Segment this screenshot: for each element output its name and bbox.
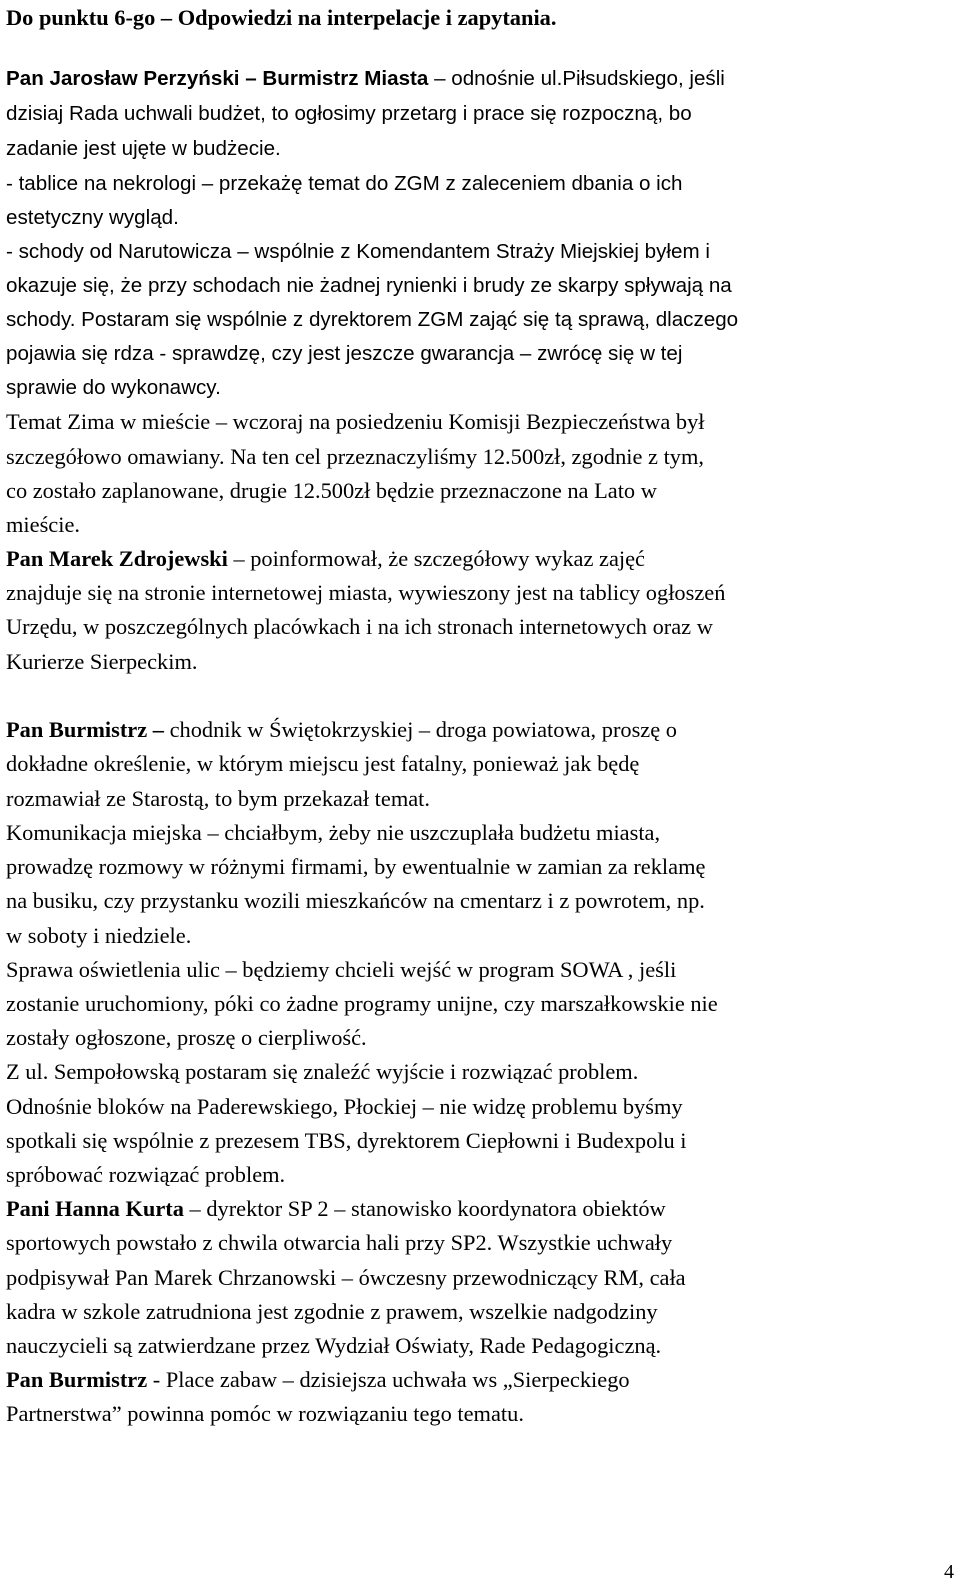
- paragraph-line: schody. Postaram się wspólnie z dyrektorem ZGM zająć się tą sprawą, dlaczego: [6, 308, 739, 331]
- paragraph-line: nauczycieli są zatwierdzane przez Wydział Oświaty, Rade Pedagogiczną.: [6, 1333, 662, 1358]
- paragraph-line: co zostało zaplanowane, drugie 12.500zł będzie przeznaczone na Lato w: [6, 478, 657, 503]
- paragraph-line: sportowych powstało z chwila otwarcia hali przy SP2. Wszystkie uchwały: [6, 1230, 673, 1255]
- paragraph-line: dzisiaj Rada uchwali budżet, to ogłosimy przetarg i prace się rozpoczną, bo: [6, 102, 692, 125]
- paragraph-line: Temat Zima w mieście – wczoraj na posiedzeniu Komisji Bezpieczeństwa był: [6, 409, 705, 434]
- paragraph-line: rozmawiał ze Starostą, to bym przekazał temat.: [6, 786, 431, 811]
- paragraph-line: w soboty i niedziele.: [6, 923, 192, 948]
- paragraph-line: spróbować rozwiązać problem.: [6, 1162, 286, 1187]
- paragraph-line: Pan Jarosław Perzyński – Burmistrz Miasta – odnośnie ul.Piłsudskiego, jeśli: [6, 67, 725, 90]
- speaker-name: Pan Burmistrz: [6, 1367, 148, 1392]
- paragraph-line: Odnośnie bloków na Paderewskiego, Płockiej – nie widzę problemu byśmy: [6, 1094, 683, 1119]
- paragraph-line: sprawie do wykonawcy.: [6, 376, 221, 399]
- paragraph-line: Pan Burmistrz – chodnik w Świętokrzyskiej – droga powiatowa, proszę o: [6, 717, 677, 742]
- speaker-name: Pani Hanna Kurta: [6, 1196, 184, 1221]
- paragraph-line: prowadzę rozmowy w różnymi firmami, by ewentualnie w zamian za reklamę: [6, 854, 706, 879]
- paragraph-line: Pani Hanna Kurta – dyrektor SP 2 – stanowisko koordynatora obiektów: [6, 1196, 666, 1221]
- paragraph-line: znajduje się na stronie internetowej miasta, wywieszony jest na tablicy ogłoszeń: [6, 580, 726, 605]
- section-heading: Do punktu 6-go – Odpowiedzi na interpelacje i zapytania.: [6, 5, 557, 30]
- paragraph-line: - tablice na nekrologi – przekażę temat do ZGM z zaleceniem dbania o ich: [6, 172, 683, 195]
- paragraph-line: zostanie uruchomiony, póki co żadne programy unijne, czy marszałkowskie nie: [6, 991, 718, 1016]
- paragraph-line: podpisywał Pan Marek Chrzanowski – ówczesny przewodniczący RM, cała: [6, 1265, 686, 1290]
- paragraph-line: mieście.: [6, 512, 80, 537]
- paragraph-line: - schody od Narutowicza – wspólnie z Komendantem Straży Miejskiej byłem i: [6, 240, 710, 263]
- speaker-name: Pan Marek Zdrojewski: [6, 546, 228, 571]
- paragraph-line: Komunikacja miejska – chciałbym, żeby nie uszczuplała budżetu miasta,: [6, 820, 661, 845]
- paragraph-line: na busiku, czy przystanku wozili mieszkańców na cmentarz i z powrotem, np.: [6, 888, 705, 913]
- paragraph-line: okazuje się, że przy schodach nie żadnej rynienki i brudy ze skarpy spływają na: [6, 274, 732, 297]
- paragraph-line: estetyczny wygląd.: [6, 206, 179, 229]
- page-number: 4: [944, 1561, 954, 1583]
- paragraph-line: Urzędu, w poszczególnych placówkach i na ich stronach internetowych oraz w: [6, 614, 713, 639]
- paragraph-line: Pan Burmistrz - Place zabaw – dzisiejsza uchwała ws „Sierpeckiego: [6, 1367, 630, 1392]
- paragraph-line: zadanie jest ujęte w budżecie.: [6, 137, 281, 160]
- paragraph-line: dokładne określenie, w którym miejscu jest fatalny, ponieważ jak będę: [6, 751, 640, 776]
- paragraph-line: spotkali się wspólnie z prezesem TBS, dyrektorem Ciepłowni i Budexpolu i: [6, 1128, 687, 1153]
- speaker-name: Pan Burmistrz –: [6, 717, 164, 742]
- paragraph-line: pojawia się rdza - sprawdzę, czy jest jeszcze gwarancja – zwrócę się w tej: [6, 342, 683, 365]
- paragraph-line: szczegółowo omawiany. Na ten cel przeznaczyliśmy 12.500zł, zgodnie z tym,: [6, 444, 705, 469]
- paragraph-line: Sprawa oświetlenia ulic – będziemy chcieli wejść w program SOWA , jeśli: [6, 957, 677, 982]
- paragraph-line: Kurierze Sierpeckim.: [6, 649, 198, 674]
- paragraph-line: Pan Marek Zdrojewski – poinformował, że szczegółowy wykaz zajęć: [6, 546, 646, 571]
- paragraph-line: Partnerstwa” powinna pomóc w rozwiązaniu tego tematu.: [6, 1401, 524, 1426]
- speaker-name: Pan Jarosław Perzyński – Burmistrz Miasta: [6, 67, 429, 90]
- paragraph-line: kadra w szkole zatrudniona jest zgodnie z prawem, wszelkie nadgodziny: [6, 1299, 658, 1324]
- paragraph-line: zostały ogłoszone, proszę o cierpliwość.: [6, 1025, 367, 1050]
- paragraph-line: Z ul. Sempołowską postaram się znaleźć wyjście i rozwiązać problem.: [6, 1059, 639, 1084]
